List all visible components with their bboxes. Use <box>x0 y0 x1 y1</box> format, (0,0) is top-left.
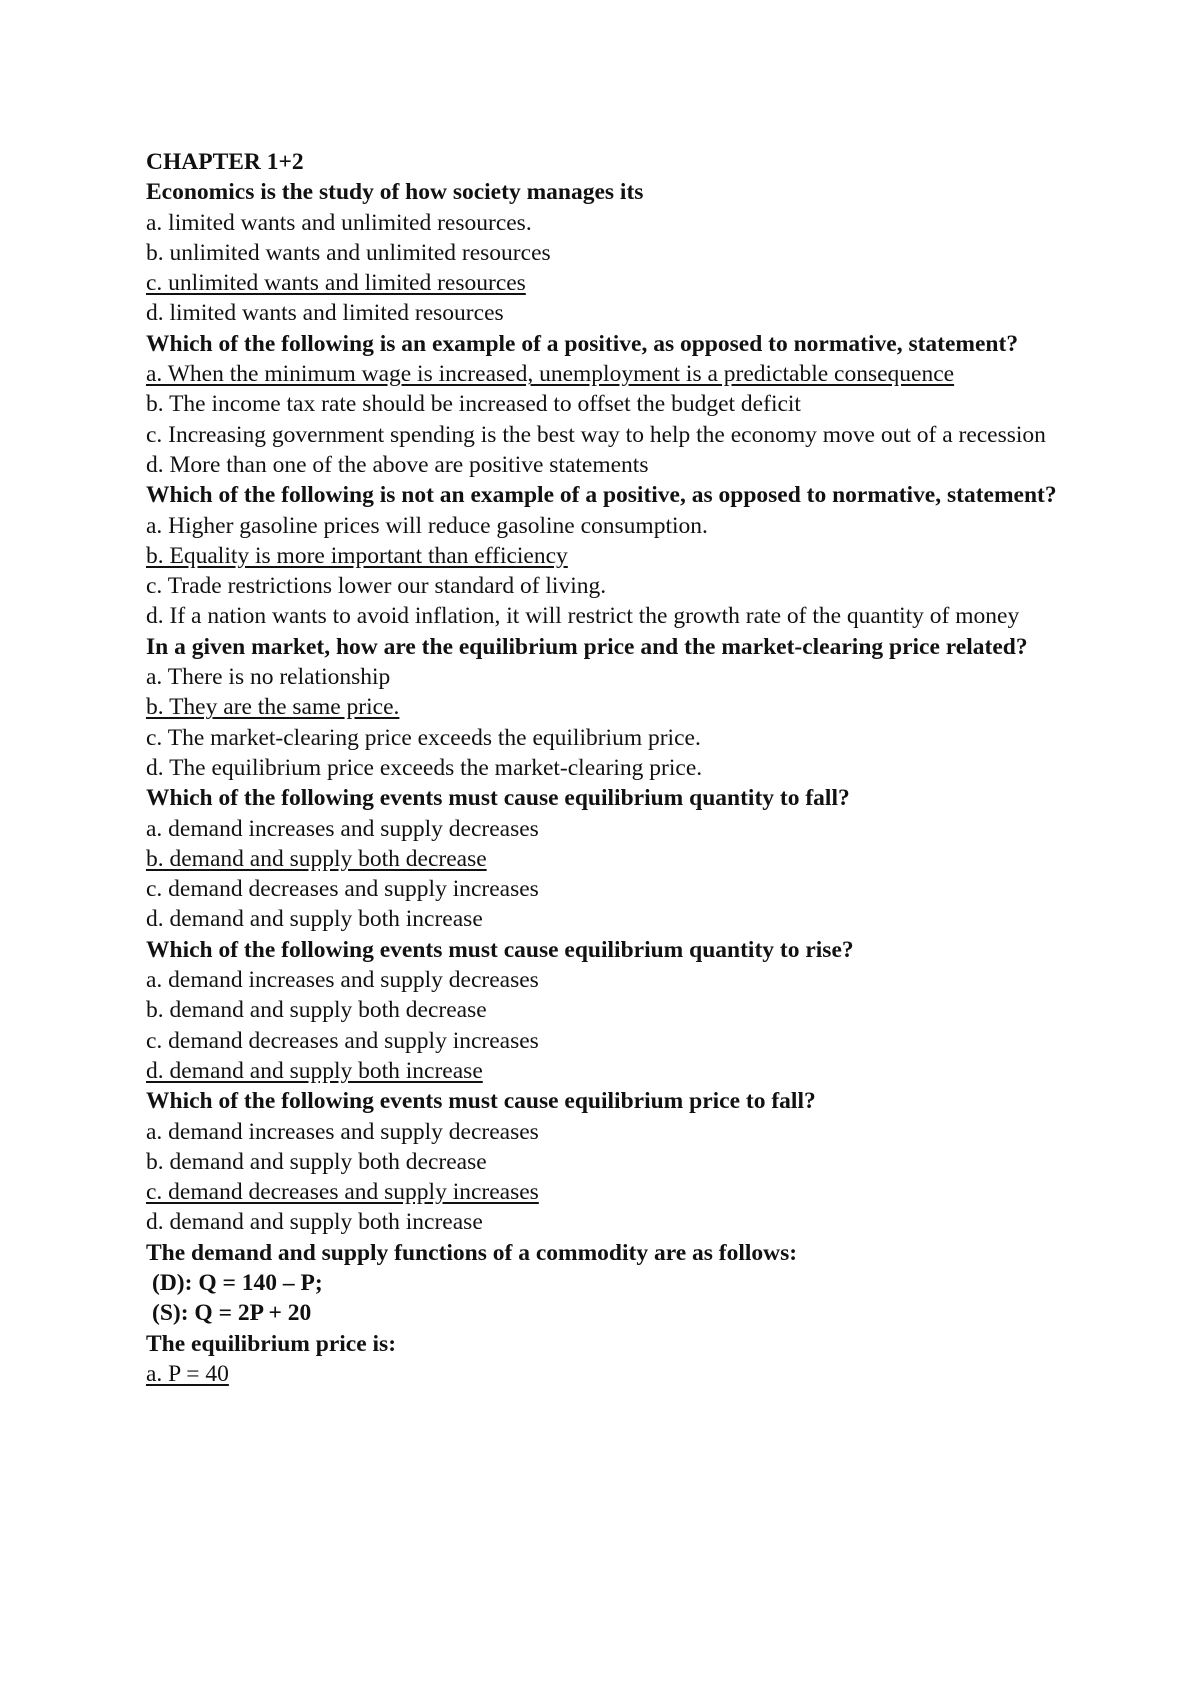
option: d. The equilibrium price exceeds the market-clearing price. <box>146 754 703 781</box>
option: c. demand decreases and supply increases <box>146 1027 539 1054</box>
question-text: Which of the following is an example of a positive, as opposed to normative, statement? <box>146 330 1019 357</box>
option-correct-answer: c. unlimited wants and limited resources <box>146 270 526 297</box>
question-text: In a given market, how are the equilibrium price and the market-clearing price related? <box>146 633 1028 660</box>
option: a. There is no relationship <box>146 664 391 691</box>
option: a. demand increases and supply decreases <box>146 967 539 994</box>
option: b. unlimited wants and unlimited resources <box>146 239 551 266</box>
question-text: Which of the following events must cause equilibrium quantity to fall? <box>146 785 850 812</box>
chapter-title: CHAPTER 1+2 <box>146 149 304 175</box>
document-page <box>146 147 1064 1389</box>
option: d. demand and supply both increase <box>146 1209 483 1236</box>
option: c. Trade restrictions lower our standard of living. <box>146 573 607 600</box>
option: d. If a nation wants to avoid inflation, it will restrict the growth rate of the quantity of money <box>146 603 1020 630</box>
option: a. demand increases and supply decreases <box>146 1118 539 1145</box>
question-text: Economics is the study of how society manages its <box>146 179 644 206</box>
question-text: The equilibrium price is: <box>146 1330 397 1357</box>
option: c. Increasing government spending is the best way to help the economy move out of a recession <box>146 421 1046 448</box>
option-correct-answer: b. demand and supply both decrease <box>146 845 487 872</box>
option: b. demand and supply both decrease <box>146 997 487 1024</box>
option-correct-answer: c. demand decreases and supply increases <box>146 1179 539 1206</box>
option: d. demand and supply both increase <box>146 906 483 933</box>
option: b. The income tax rate should be increased to offset the budget deficit <box>146 391 801 418</box>
question-text: Which of the following events must cause equilibrium quantity to rise? <box>146 936 854 963</box>
option: c. The market-clearing price exceeds the equilibrium price. <box>146 724 701 751</box>
option: a. demand increases and supply decreases <box>146 815 539 842</box>
question-text: Which of the following is not an example of a positive, as opposed to normative, statement? <box>146 482 1057 509</box>
option-correct-answer: b. Equality is more important than efficiency <box>146 542 568 569</box>
question-intro: The demand and supply functions of a commodity are as follows: <box>146 1239 798 1266</box>
option: d. More than one of the above are positive statements <box>146 451 649 478</box>
option: b. demand and supply both decrease <box>146 1148 487 1175</box>
option-correct-answer: b. They are the same price. <box>146 694 400 721</box>
supply-function: (S): Q = 2P + 20 <box>152 1300 312 1327</box>
option-correct-answer: d. demand and supply both increase <box>146 1057 483 1084</box>
option: a. limited wants and unlimited resources. <box>146 209 532 236</box>
option: d. limited wants and limited resources <box>146 300 504 327</box>
question-text: Which of the following events must cause equilibrium price to fall? <box>146 1088 816 1115</box>
option-correct-answer: a. When the minimum wage is increased, unemployment is a predictable consequence <box>146 361 955 388</box>
demand-function: (D): Q = 140 – P; <box>152 1269 323 1296</box>
option-correct-answer: a. P = 40 <box>146 1360 229 1387</box>
option: a. Higher gasoline prices will reduce gasoline consumption. <box>146 512 708 539</box>
option: c. demand decreases and supply increases <box>146 876 539 903</box>
